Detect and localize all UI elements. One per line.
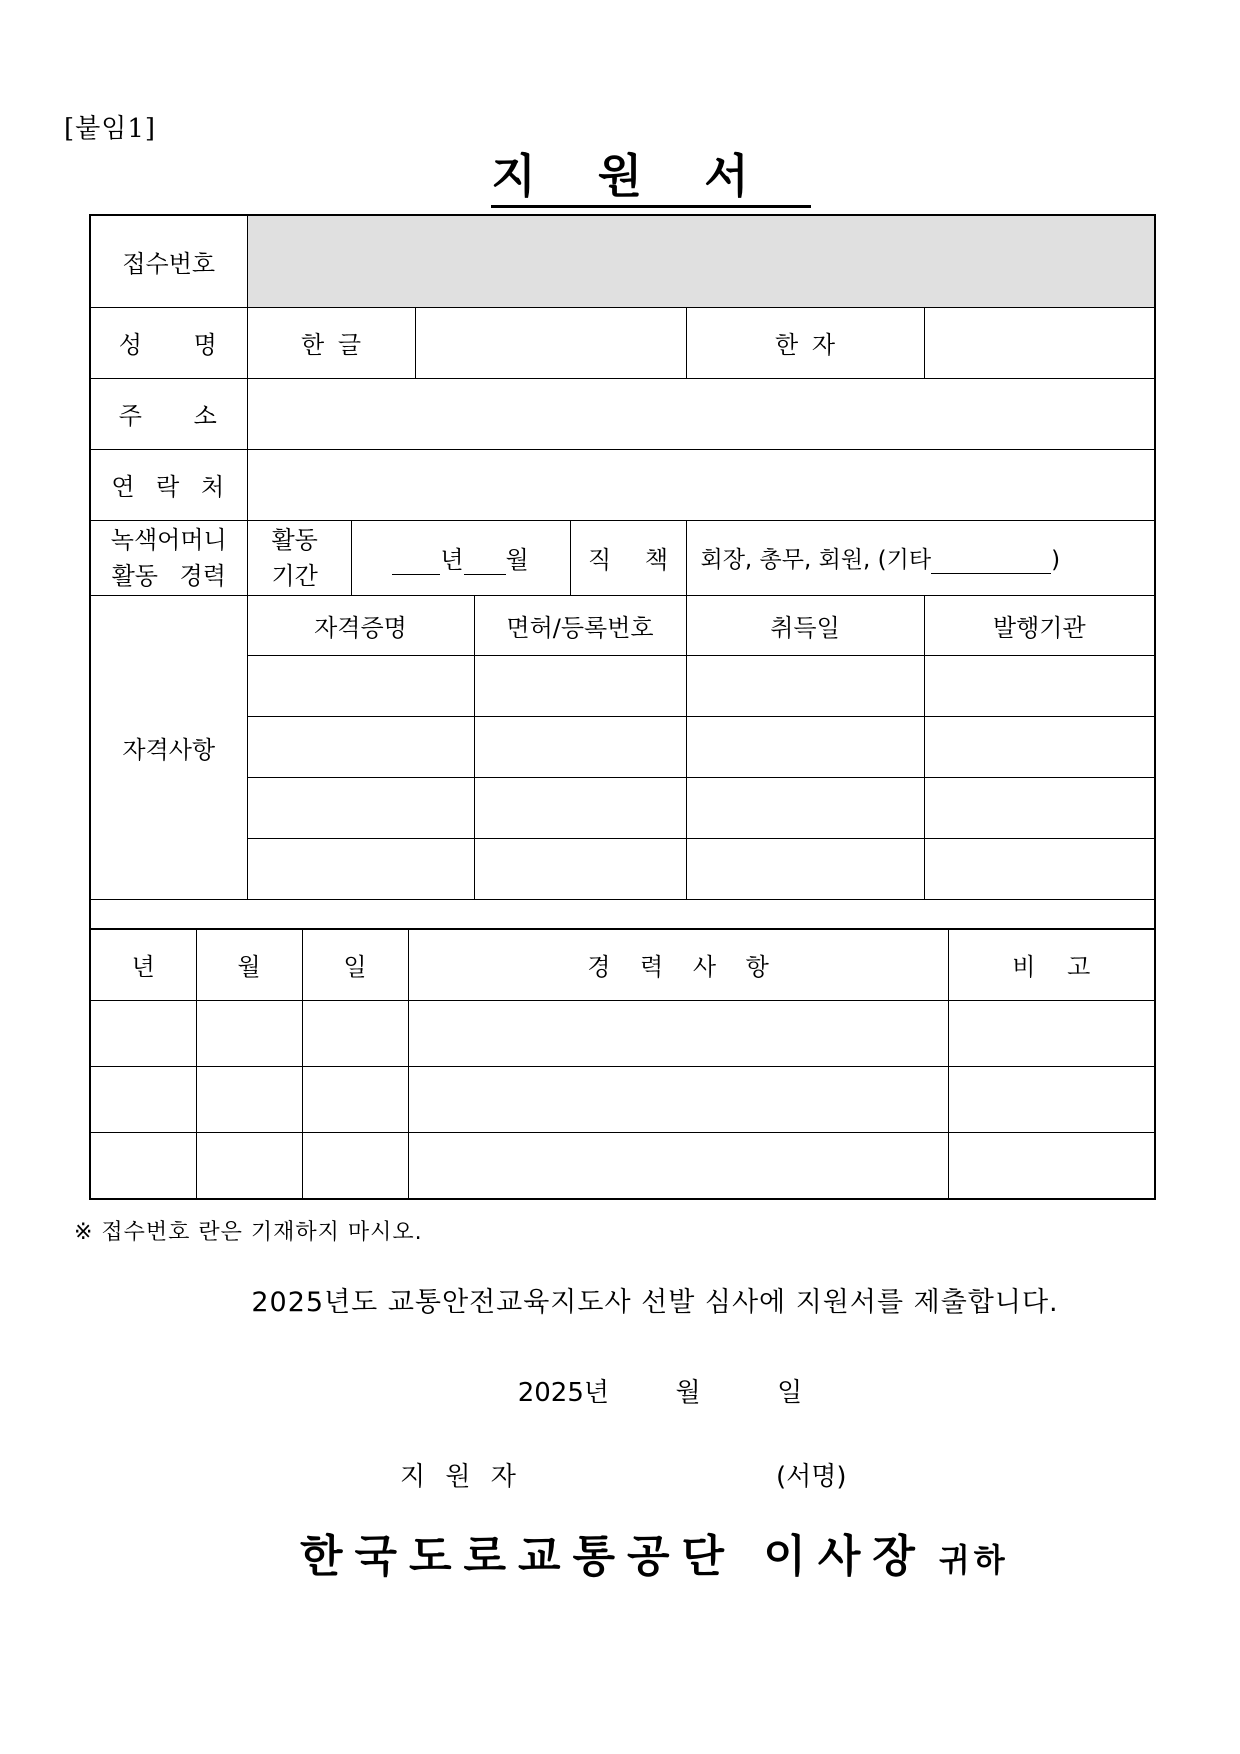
addressee [300, 1520, 1009, 1584]
career-cell[interactable] [90, 1067, 196, 1133]
career-label-line2: 활동 경력 [111, 561, 226, 590]
qual-header-name: 자격증명 [247, 595, 474, 655]
date-year: 2025년 [517, 1378, 609, 1408]
submission-statement: 2025년도 교통안전교육지도사 선발 심사에 지원서를 제출합니다. [251, 1287, 1059, 1318]
qual-cell[interactable] [474, 838, 686, 899]
contact-label: 연 락 처 [90, 449, 247, 520]
period-label-line1: 활동 [271, 525, 318, 554]
qual-cell[interactable] [924, 716, 1155, 777]
document-title: 지원서 [491, 149, 810, 208]
date-day: 일 [777, 1378, 803, 1408]
position-options: 회장, 총무, 회원, (기타 [700, 547, 932, 573]
career-cell[interactable] [196, 1001, 302, 1067]
career-cell[interactable] [302, 1067, 408, 1133]
position-label: 직 책 [570, 520, 686, 595]
career-cell[interactable] [196, 1067, 302, 1133]
qual-cell[interactable] [686, 655, 924, 716]
qual-cell[interactable] [924, 777, 1155, 838]
qual-cell[interactable] [924, 838, 1155, 899]
career-row [90, 1133, 1155, 1199]
career-header-year: 년 [90, 929, 196, 1001]
career-cell[interactable] [196, 1133, 302, 1199]
receipt-no-field [247, 215, 1155, 307]
qual-header-issuer: 발행기관 [924, 595, 1155, 655]
career-cell[interactable] [302, 1001, 408, 1067]
addressee-honorific: 귀하 [938, 1541, 1009, 1579]
career-row [90, 1001, 1155, 1067]
qual-cell[interactable] [474, 655, 686, 716]
career-label [90, 520, 247, 595]
qual-cell[interactable] [247, 716, 474, 777]
qual-cell[interactable] [686, 777, 924, 838]
qual-header-number: 면허/등록번호 [474, 595, 686, 655]
qual-cell[interactable] [686, 838, 924, 899]
career-row [90, 1067, 1155, 1133]
receipt-note: ※ 접수번호 란은 기재하지 마시오. [74, 1220, 423, 1245]
position-field[interactable] [686, 520, 1155, 595]
career-cell[interactable] [408, 1133, 948, 1199]
attachment-label: [붙임1] [64, 114, 157, 144]
name-hangul-input[interactable] [415, 307, 686, 378]
qual-cell[interactable] [247, 838, 474, 899]
month-blank[interactable] [464, 574, 506, 575]
career-header-month: 월 [196, 929, 302, 1001]
career-header-remarks: 비 고 [948, 929, 1155, 1001]
signature-label: (서명) [776, 1462, 847, 1492]
spacer-row [90, 899, 1155, 929]
career-cell[interactable] [948, 1133, 1155, 1199]
career-table [89, 928, 1156, 1200]
career-header-day: 일 [302, 929, 408, 1001]
name-label: 성 명 [90, 307, 247, 378]
applicant-label: 지 원 자 [400, 1462, 522, 1492]
career-cell[interactable] [948, 1067, 1155, 1133]
qual-cell[interactable] [474, 777, 686, 838]
receipt-no-label: 접수번호 [90, 215, 247, 307]
hanja-label: 한 자 [686, 307, 924, 378]
submission-date [0, 1372, 1240, 1409]
qual-cell[interactable] [247, 655, 474, 716]
period-label [247, 520, 351, 595]
period-field[interactable] [351, 520, 570, 595]
month-unit: 월 [505, 546, 529, 574]
career-label-line1: 녹색어머니 [110, 525, 227, 554]
career-cell[interactable] [90, 1133, 196, 1199]
career-cell[interactable] [408, 1001, 948, 1067]
career-header-details: 경 력 사 항 [408, 929, 948, 1001]
year-unit: 년 [440, 546, 464, 574]
document-title-wrap [0, 140, 1240, 206]
application-form-table [89, 214, 1156, 930]
qual-cell[interactable] [924, 655, 1155, 716]
year-blank[interactable] [392, 574, 440, 575]
career-cell[interactable] [90, 1001, 196, 1067]
addressee-org: 한국도로교통공단 이사장 [300, 1531, 927, 1582]
position-close: ) [1051, 547, 1061, 573]
career-cell[interactable] [408, 1067, 948, 1133]
date-month: 월 [675, 1378, 701, 1408]
address-label: 주 소 [90, 378, 247, 449]
period-label-line2: 기간 [271, 561, 318, 590]
address-input[interactable] [247, 378, 1155, 449]
qual-cell[interactable] [686, 716, 924, 777]
position-other-blank[interactable] [931, 573, 1051, 574]
name-hanja-input[interactable] [924, 307, 1155, 378]
qualifications-label: 자격사항 [90, 595, 247, 899]
career-cell[interactable] [302, 1133, 408, 1199]
career-cell[interactable] [948, 1001, 1155, 1067]
hangul-label: 한 글 [247, 307, 415, 378]
qual-cell[interactable] [247, 777, 474, 838]
qual-header-date: 취득일 [686, 595, 924, 655]
contact-input[interactable] [247, 449, 1155, 520]
qual-cell[interactable] [474, 716, 686, 777]
